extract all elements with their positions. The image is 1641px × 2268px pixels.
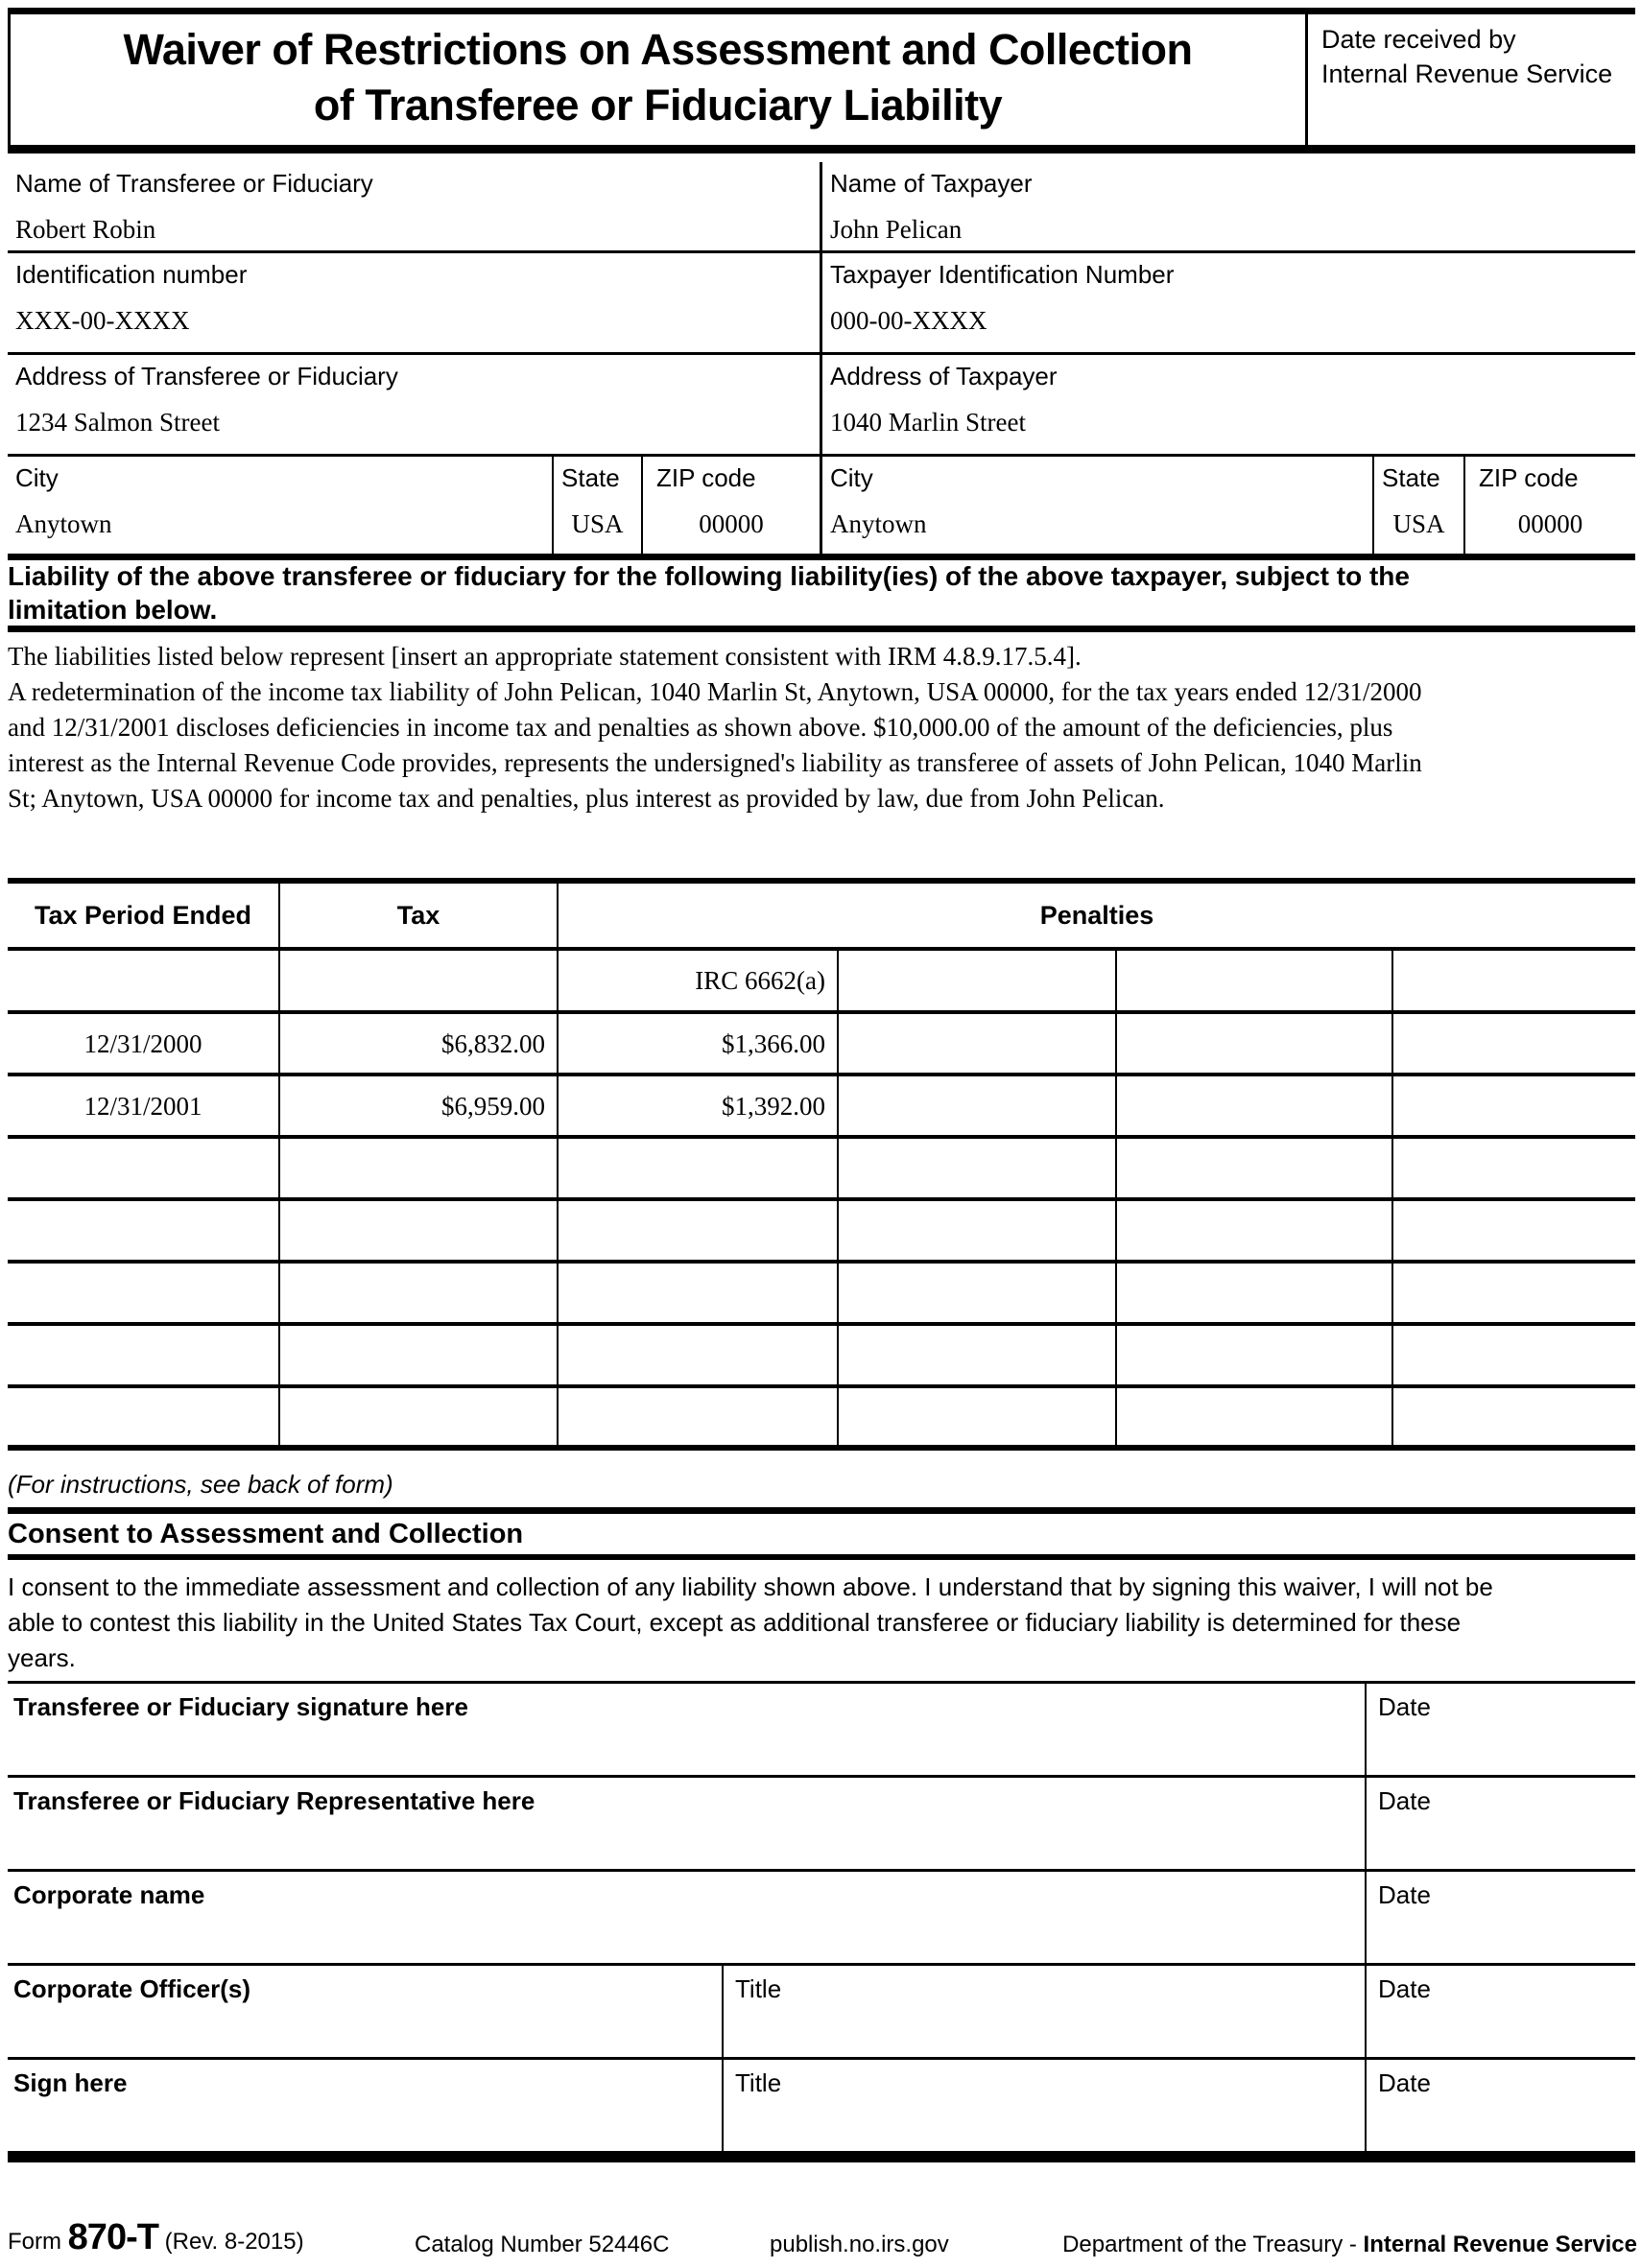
taxpayer-city-value[interactable]: Anytown (830, 509, 927, 538)
date-field[interactable]: Date (1365, 1966, 1635, 2057)
transferee-address-cell[interactable] (8, 355, 822, 454)
empty-cell[interactable] (837, 1388, 1115, 1445)
transferee-name-value[interactable]: Robert Robin (15, 215, 156, 244)
penalty-cell[interactable]: $1,366.00 (557, 1014, 837, 1073)
empty-cell[interactable] (557, 1388, 837, 1445)
penalty-type-cell[interactable] (1115, 951, 1391, 1010)
empty-cell[interactable] (8, 951, 278, 1010)
consent-paragraph-line: I consent to the immediate assessment and collection of any liability shown above. I understand that by signing this waiver, I will not be (8, 1572, 1493, 1601)
tax-table-header-row (8, 884, 1635, 951)
empty-cell[interactable] (837, 1264, 1115, 1322)
transferee-city-cell[interactable] (8, 457, 552, 554)
penalty-subheader-row (8, 951, 1635, 1014)
form-footer (8, 2212, 1637, 2262)
tax-period-cell[interactable]: 12/31/2000 (83, 1029, 202, 1058)
penalty-cell[interactable] (837, 1014, 1115, 1073)
penalty-type-cell[interactable] (837, 951, 1115, 1010)
liability-paragraph-line: The liabilities listed below represent [insert an appropriate statement consistent with IRM 4.8.9.17.5.4]. (8, 642, 1082, 671)
empty-cell[interactable] (1115, 1139, 1391, 1197)
penalty-cell[interactable] (1391, 1014, 1635, 1073)
penalty-type-cell[interactable] (1391, 951, 1635, 1010)
signature-row-transferee (8, 1684, 1635, 1778)
tax-table-empty-row (8, 1388, 1635, 1451)
taxpayer-state-label: State (1382, 463, 1440, 492)
form-number: 870-T (67, 2217, 158, 2257)
date-field[interactable]: Date (1365, 1684, 1635, 1775)
transferee-id-value[interactable]: XXX-00-XXXX (15, 306, 190, 335)
date-received-label-line2: Internal Revenue Service (1321, 59, 1613, 88)
empty-cell[interactable] (837, 1326, 1115, 1384)
empty-cell[interactable] (1391, 1326, 1635, 1384)
liability-paragraph-line: St; Anytown, USA 00000 for income tax and penalties, plus interest as provided by law, due from John Pelican. (8, 784, 1165, 813)
taxpayer-zip-value[interactable]: 00000 (1517, 509, 1583, 538)
transferee-state-label: State (561, 463, 620, 492)
empty-cell[interactable] (557, 1264, 837, 1322)
tax-table-row (8, 1076, 1635, 1139)
transferee-name-cell[interactable] (8, 162, 822, 250)
tax-amount-cell[interactable]: $6,832.00 (278, 1014, 557, 1073)
transferee-address-value[interactable]: 1234 Salmon Street (15, 408, 220, 437)
tax-period-header: Tax Period Ended (34, 901, 252, 930)
title-field[interactable]: Title (722, 2060, 1365, 2151)
date-received-label-line1: Date received by (1321, 25, 1516, 54)
taxpayer-city-label: City (830, 463, 873, 492)
transferee-id-label: Identification number (15, 260, 248, 289)
instructions-note: (For instructions, see back of form) (8, 1470, 393, 1499)
transferee-state-value[interactable]: USA (571, 509, 624, 538)
transferee-signature-label[interactable]: Transferee or Fiduciary signature here (13, 1692, 468, 1721)
taxpayer-address-cell[interactable] (822, 355, 1635, 454)
signature-row-corporate-officers (8, 1966, 1635, 2060)
liability-paragraph-line: and 12/31/2001 discloses deficiencies in income tax and penalties as shown above. $10,000.00 of the amount of the deficiencies, plus (8, 713, 1393, 742)
taxpayer-name-cell[interactable] (822, 162, 1635, 250)
empty-cell[interactable] (837, 1201, 1115, 1260)
transferee-zip-cell[interactable] (641, 457, 820, 554)
signature-row-representative (8, 1778, 1635, 1872)
city-state-zip-row (8, 457, 1635, 560)
tax-table-empty-row (8, 1139, 1635, 1201)
consent-paragraph-line: able to contest this liability in the United States Tax Court, except as additional transferee or fiduciary liability is determined for these (8, 1608, 1462, 1637)
tax-table-row (8, 1014, 1635, 1076)
empty-cell[interactable] (1391, 1264, 1635, 1322)
empty-cell[interactable] (8, 1139, 278, 1197)
taxpayer-name-value[interactable]: John Pelican (830, 215, 963, 244)
form-word: Form (8, 2229, 61, 2255)
empty-cell[interactable] (1391, 1139, 1635, 1197)
penalties-header: Penalties (557, 884, 1635, 947)
taxpayer-state-cell[interactable] (1372, 457, 1463, 554)
section-divider (8, 626, 1635, 632)
taxpayer-id-label: Taxpayer Identification Number (830, 260, 1175, 289)
penalty-type-cell[interactable]: IRC 6662(a) (557, 951, 837, 1010)
empty-cell[interactable] (1115, 1326, 1391, 1384)
taxpayer-name-label: Name of Taxpayer (830, 169, 1033, 198)
empty-cell[interactable] (1391, 1388, 1635, 1445)
empty-cell[interactable] (8, 1388, 278, 1445)
transferee-name-label: Name of Transferee or Fiduciary (15, 169, 373, 198)
liability-heading-line2: limitation below. (8, 595, 218, 625)
signature-row-corporate-name (8, 1872, 1635, 1966)
consent-paragraph-line: years. (8, 1643, 76, 1672)
taxpayer-city-cell[interactable] (822, 457, 1372, 554)
taxpayer-zip-label: ZIP code (1479, 463, 1579, 492)
taxpayer-address-label: Address of Taxpayer (830, 362, 1058, 390)
empty-cell[interactable] (8, 1201, 278, 1260)
tax-table-empty-row (8, 1326, 1635, 1388)
liability-paragraph (8, 639, 1639, 816)
taxpayer-zip-cell[interactable] (1463, 457, 1635, 554)
empty-cell[interactable] (278, 1139, 557, 1197)
empty-cell[interactable] (557, 1139, 837, 1197)
penalty-cell[interactable]: $1,392.00 (557, 1076, 837, 1135)
tax-header: Tax (278, 884, 557, 947)
empty-cell[interactable] (278, 1264, 557, 1322)
empty-cell[interactable] (1115, 1388, 1391, 1445)
form-header (8, 8, 1635, 154)
form-revision: (Rev. 8-2015) (164, 2229, 304, 2255)
corporate-name-label[interactable]: Corporate name (13, 1880, 205, 1909)
empty-cell[interactable] (1115, 1201, 1391, 1260)
form-title (11, 14, 1305, 145)
tax-period-cell[interactable]: 12/31/2001 (83, 1092, 202, 1121)
consent-paragraph (8, 1570, 1639, 1676)
form-title-line2: of Transferee or Fiduciary Liability (313, 81, 1003, 130)
form-number-group (8, 2217, 304, 2258)
taxpayer-address-value[interactable]: 1040 Marlin Street (830, 408, 1026, 437)
empty-cell[interactable] (837, 1139, 1115, 1197)
signature-row-sign-here (8, 2060, 1635, 2162)
taxpayer-id-value[interactable]: 000-00-XXXX (830, 306, 987, 335)
liability-paragraph-line: A redetermination of the income tax liability of John Pelican, 1040 Marlin St, Anytown, USA 00000, for the tax years ended 12/31/2000 (8, 677, 1422, 706)
penalty-cell[interactable] (837, 1076, 1115, 1135)
date-field[interactable]: Date (1365, 2060, 1635, 2151)
transferee-city-label: City (15, 463, 59, 492)
penalty-cell[interactable] (1115, 1076, 1391, 1135)
liability-heading-line1: Liability of the above transferee or fiduciary for the following liability(ies) of the above taxpayer, subject to the (8, 561, 1410, 591)
penalty-cell[interactable] (1115, 1014, 1391, 1073)
id-row (8, 253, 1635, 355)
signature-table (8, 1681, 1635, 2162)
irs-text: Internal Revenue Service (1363, 2232, 1637, 2257)
department-text: Department of the Treasury - (1062, 2232, 1364, 2257)
tax-table-empty-row (8, 1264, 1635, 1326)
sign-here-label[interactable]: Sign here (13, 2068, 128, 2097)
transferee-city-group (8, 457, 822, 554)
corporate-officers-label[interactable]: Corporate Officer(s) (13, 1974, 251, 2003)
empty-cell[interactable] (278, 951, 557, 1010)
liability-paragraph-line: interest as the Internal Revenue Code provides, represents the undersigned's liability as transferee of assets of John Pelican, 1040 Marlin (8, 748, 1422, 777)
empty-cell[interactable] (557, 1326, 837, 1384)
transferee-city-value[interactable]: Anytown (15, 509, 112, 538)
publish-website: publish.no.irs.gov (770, 2232, 949, 2257)
form-title-line1: Waiver of Restrictions on Assessment and Collection (123, 25, 1193, 74)
section-divider (8, 1554, 1635, 1560)
title-field[interactable]: Title (722, 1966, 1365, 2057)
empty-cell[interactable] (278, 1326, 557, 1384)
tax-amount-cell[interactable]: $6,959.00 (278, 1076, 557, 1135)
department-line (1062, 2232, 1637, 2258)
tax-penalties-table (8, 878, 1635, 1451)
empty-cell[interactable] (278, 1388, 557, 1445)
transferee-id-cell[interactable] (8, 253, 822, 352)
taxpayer-id-cell[interactable] (822, 253, 1635, 352)
empty-cell[interactable] (8, 1264, 278, 1322)
transferee-address-label: Address of Transferee or Fiduciary (15, 362, 398, 390)
consent-heading: Consent to Assessment and Collection (8, 1519, 524, 1549)
tax-table-empty-row (8, 1201, 1635, 1264)
date-field[interactable]: Date (1365, 1872, 1635, 1963)
catalog-number: Catalog Number 52446C (415, 2232, 670, 2257)
transferee-zip-label: ZIP code (656, 463, 756, 492)
taxpayer-state-value[interactable]: USA (1392, 509, 1445, 538)
penalty-cell[interactable] (1391, 1076, 1635, 1135)
date-received-box[interactable] (1305, 14, 1635, 145)
transferee-state-cell[interactable] (552, 457, 641, 554)
taxpayer-city-group (822, 457, 1635, 554)
empty-cell[interactable] (1115, 1264, 1391, 1322)
address-row (8, 355, 1635, 457)
section-divider (8, 1507, 1635, 1514)
empty-cell[interactable] (278, 1201, 557, 1260)
date-field[interactable]: Date (1365, 1778, 1635, 1869)
empty-cell[interactable] (8, 1326, 278, 1384)
empty-cell[interactable] (557, 1201, 837, 1260)
liability-heading (8, 559, 1639, 626)
name-row (8, 162, 1635, 253)
transferee-zip-value[interactable]: 00000 (699, 509, 764, 538)
party-info-table (8, 162, 1635, 560)
empty-cell[interactable] (1391, 1201, 1635, 1260)
representative-signature-label[interactable]: Transferee or Fiduciary Representative here (13, 1786, 535, 1815)
